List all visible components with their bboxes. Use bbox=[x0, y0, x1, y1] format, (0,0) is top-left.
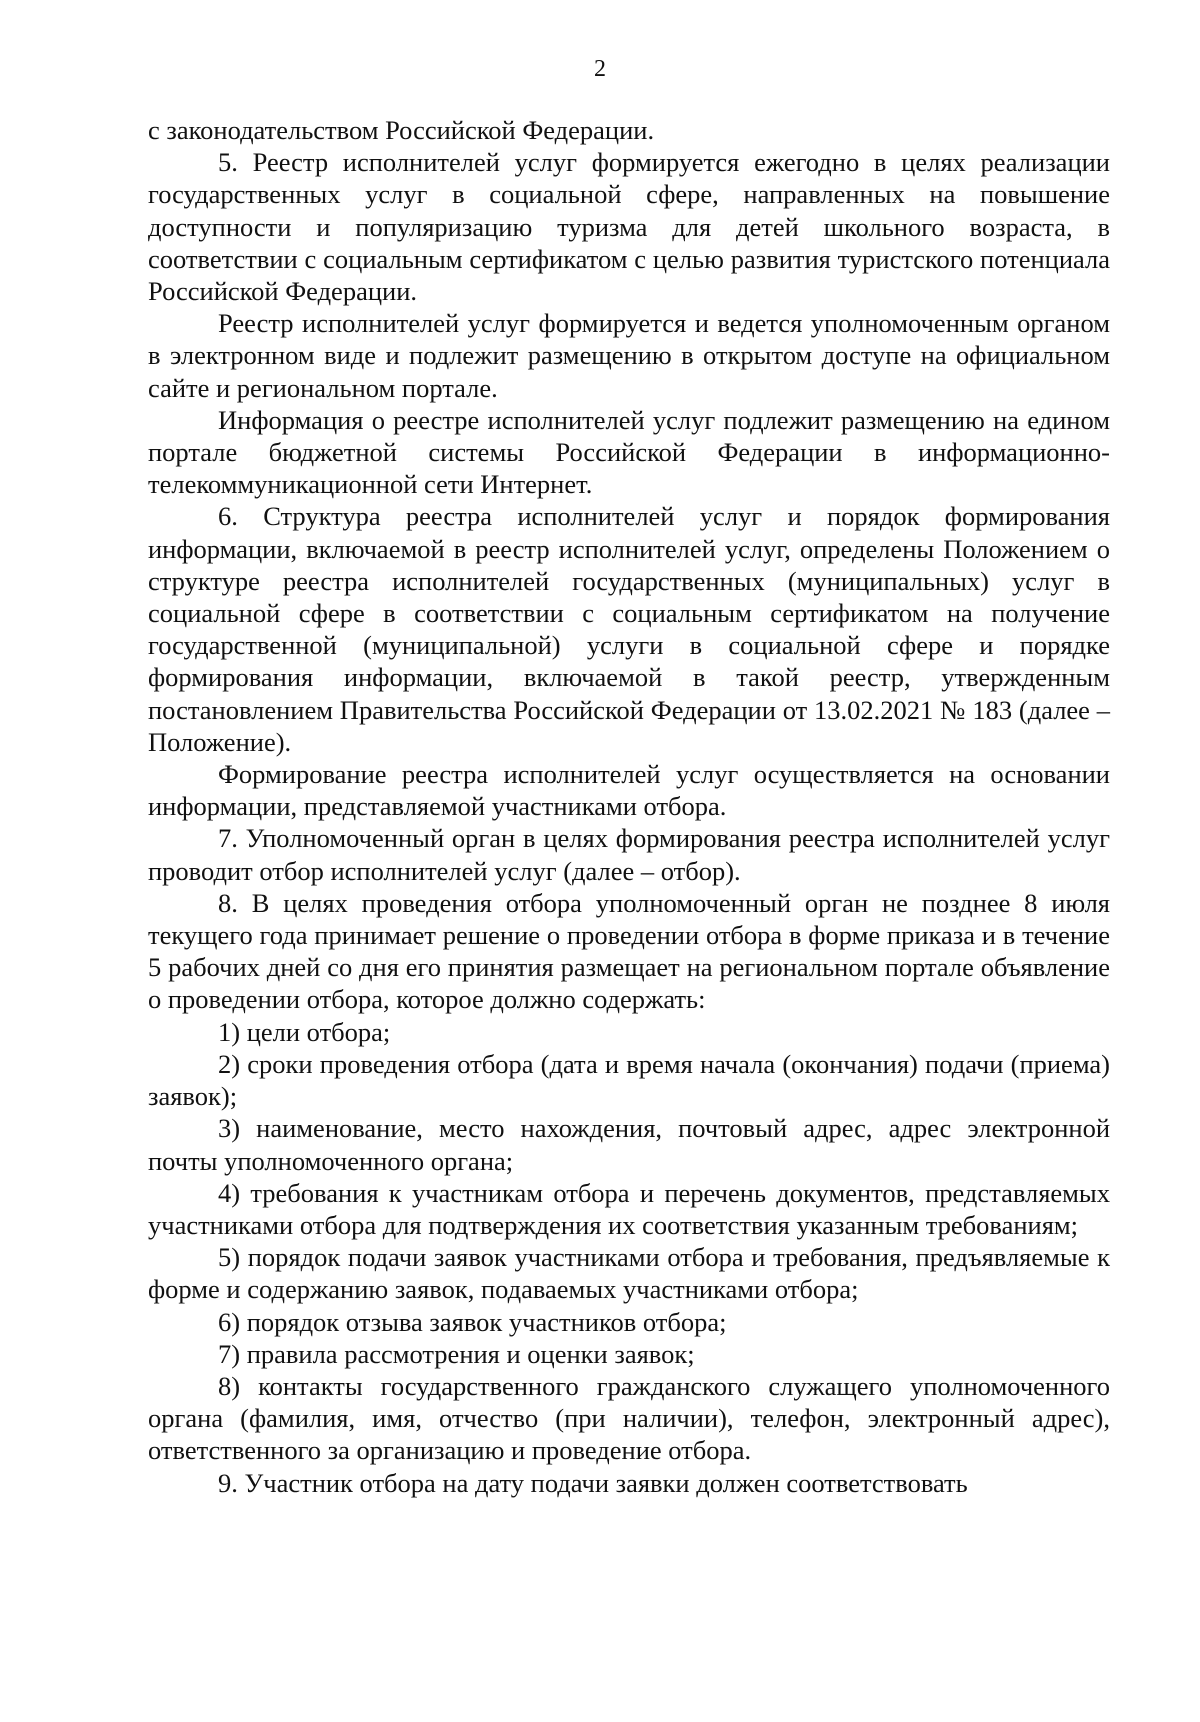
list-item-1: 1) цели отбора; bbox=[218, 1016, 391, 1047]
paragraph-item-8: 8. В целях проведения отбора уполномоченный орган не позднее 8 июля текущего года принимает решение о проведении отбора в форме приказа и в течение 5 рабочих дней со дня его принятия размещает на региональном портале объявление о проведении отбора, которое должно содержать: bbox=[148, 887, 1110, 1015]
paragraph-registry-maintenance: Реестр исполнителей услуг формируется и ведется уполномоченным органом в электронном виде и подлежит размещению в открытом доступе на официальном сайте и региональном портале. bbox=[148, 308, 1110, 403]
list-item-5: 5) порядок подачи заявок участниками отбора и требования, предъявляемые к форме и содержанию заявок, подаваемых участниками отбора; bbox=[148, 1242, 1110, 1305]
paragraph-registry-publication: Информация о реестре исполнителей услуг подлежит размещению на едином портале бюджетной системы Российской Федерации в информационно-телекоммуникационной сети Интернет. bbox=[148, 404, 1110, 500]
paragraph-item-6: 6. Структура реестра исполнителей услуг и порядок формирования информации, включаемой в реестр исполнителей услуг, определены Положением о структуре реестра исполнителей государственных (муниципальных) услуг в социальной сфере в соответствии с социальным сертификатом на получение государственной (муниципальной) услуги в социальной сфере и порядке формирования информации, включаемой в такой реестр, утвержденным постановлением Правительства Российской Федерации от 13.02.2021 № 183 (далее – Положение). bbox=[148, 501, 1110, 757]
list-item-3: 3) наименование, место нахождения, почтовый адрес, адрес электронной почты уполномоченного органа; bbox=[148, 1113, 1110, 1176]
paragraph-registry-formation-basis: Формирование реестра исполнителей услуг осуществляется на основании информации, представляемой участниками отбора. bbox=[148, 759, 1110, 822]
list-item-2: 2) сроки проведения отбора (дата и время начала (окончания) подачи (приема) заявок); bbox=[148, 1048, 1110, 1112]
document-body bbox=[148, 114, 1110, 1499]
list-item-4: 4) требования к участникам отбора и перечень документов, представляемых участниками отбора для подтверждения их соответствия указанным требованиям; bbox=[148, 1177, 1110, 1240]
paragraph-item-5: 5. Реестр исполнителей услуг формируется ежегодно в целях реализации государственных услуг в социальной сфере, направленных на повышение доступности и популяризацию туризма для детей школьного возраста, в соответствии с социальным сертификатом с целью развития туристского потенциала Российской Федерации. bbox=[148, 147, 1110, 307]
paragraph-continuation: с законодательством Российской Федерации. bbox=[148, 115, 655, 145]
list-item-7: 7) правила рассмотрения и оценки заявок; bbox=[218, 1338, 695, 1369]
paragraph-item-9: 9. Участник отбора на дату подачи заявки должен соответствовать bbox=[218, 1467, 968, 1498]
page-number: 2 bbox=[594, 56, 606, 82]
list-item-8: 8) контакты государственного гражданского служащего уполномоченного органа (фамилия, имя, отчество (при наличии), телефон, электронный адрес), ответственного за организацию и проведение отбора. bbox=[148, 1370, 1110, 1466]
list-item-6: 6) порядок отзыва заявок участников отбора; bbox=[218, 1306, 727, 1337]
paragraph-item-7: 7. Уполномоченный орган в целях формирования реестра исполнителей услуг проводит отбор исполнителей услуг (далее – отбор). bbox=[148, 823, 1110, 886]
